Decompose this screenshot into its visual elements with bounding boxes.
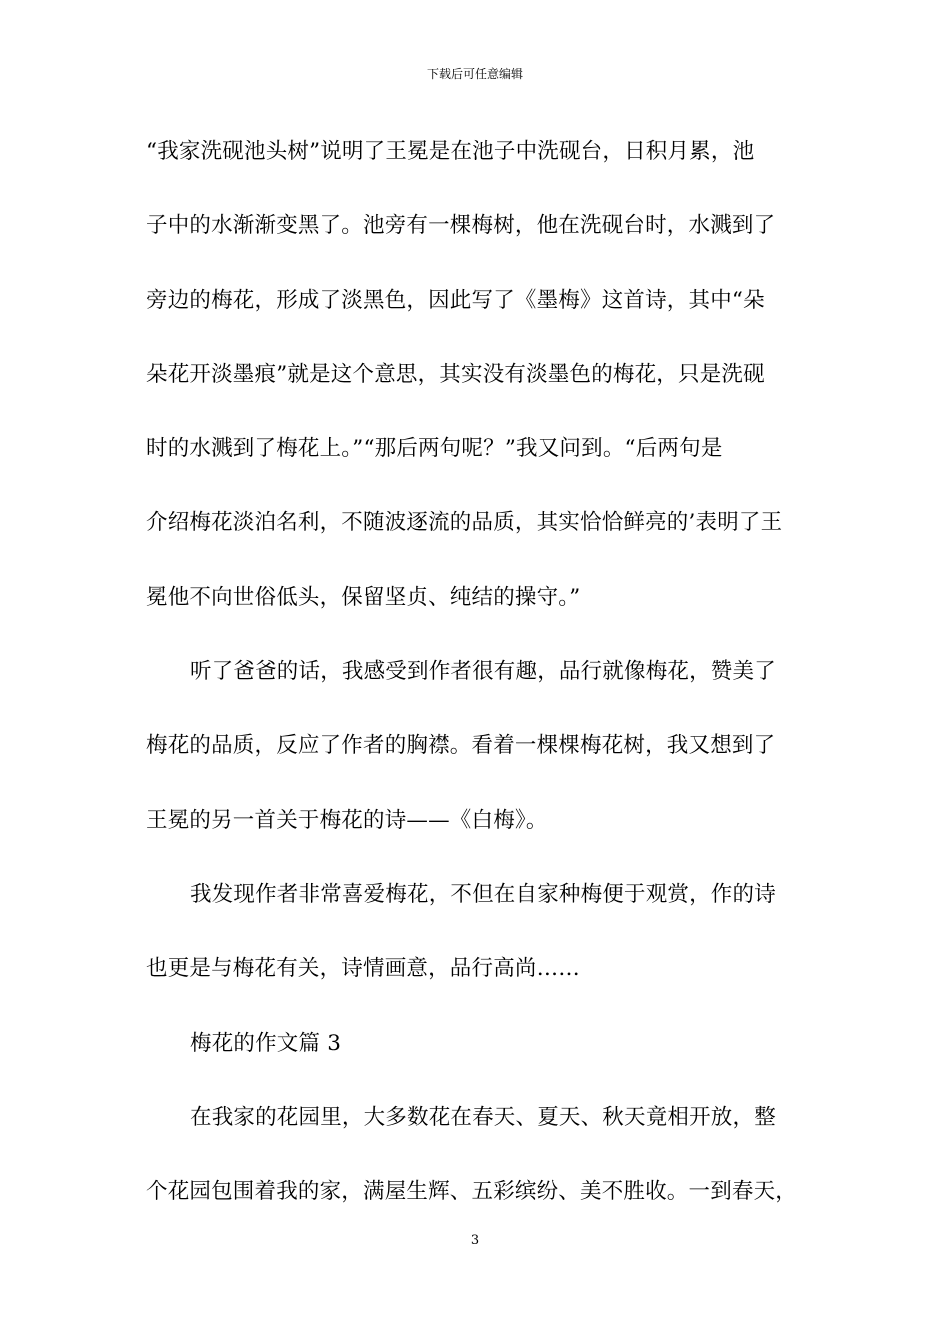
text-line: 梅花的品质，反应了作者的胸襟。看着一棵棵梅花树，我又想到了: [146, 733, 776, 758]
text-line: 个花园包围着我的家，满屋生辉、五彩缤纷、美不胜收。一到春天，: [146, 1179, 798, 1204]
text-line: “我家洗砚池头树”说明了王冕是在池子中洗砚台，日积月累，池: [146, 139, 755, 164]
text-line: 子中的水渐渐变黑了。池旁有一棵梅树，他在洗砚台时，水溅到了: [146, 213, 776, 238]
text-line: 介绍梅花淡泊名利，不随波逐流的品质，其实恰恰鲜亮的’表明了王: [146, 510, 783, 535]
text-line: 旁边的梅花，形成了淡黑色，因此写了《墨梅》这首诗，其中“朵: [146, 288, 765, 313]
text-line: 在我家的花园里，大多数花在春天、夏天、秋天竟相开放，整: [190, 1105, 776, 1130]
text-line: 朵花开淡墨痕”就是这个意思，其实没有淡墨色的梅花，只是洗砚: [146, 362, 765, 387]
text-line: 也更是与梅花有关，诗情画意，品行高尚……: [146, 956, 581, 981]
page-header: 下载后可任意编辑: [426, 67, 523, 81]
page-number: 3: [470, 1233, 480, 1248]
text-line: 时的水溅到了梅花上。”“那后两句呢？”我又问到。“后两句是: [146, 436, 723, 461]
text-line: 冕他不向世俗低头，保留坚贞、纯结的操守。”: [146, 585, 581, 610]
text-line: 听了爸爸的话，我感受到作者很有趣，品行就像梅花，赞美了: [190, 659, 776, 684]
text-line: 我发现作者非常喜爱梅花，不但在自家种梅便于观赏，作的诗: [190, 882, 776, 907]
section-heading: 梅花的作文篇 3: [190, 1031, 342, 1056]
text-line: 王冕的另一首关于梅花的诗——《白梅》。: [146, 808, 548, 833]
